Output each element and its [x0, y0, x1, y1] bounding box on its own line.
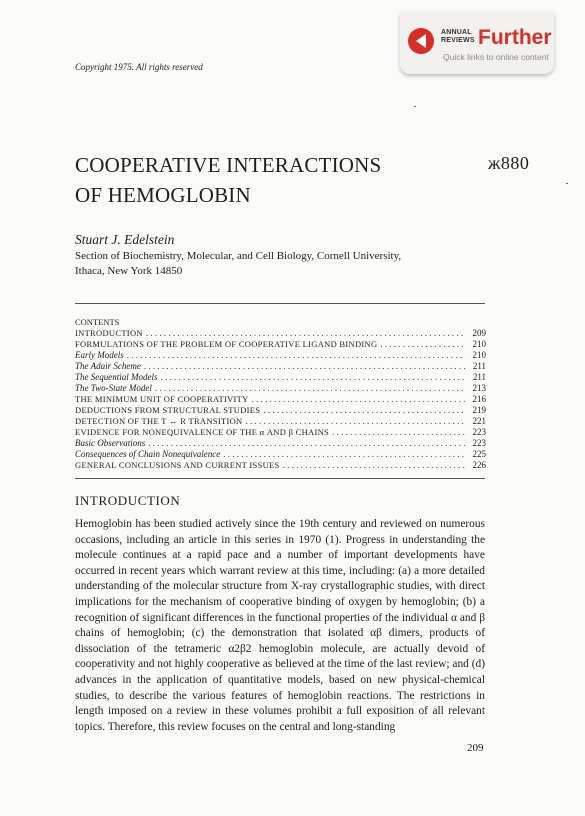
divider-bottom [75, 478, 485, 479]
toc-entry [75, 361, 486, 372]
page-number: 209 [467, 742, 484, 754]
scan-speck [566, 183, 568, 184]
copyright-notice: Copyright 1975. All rights reserved [75, 62, 203, 72]
toc-entry-page: 211 [472, 372, 486, 382]
toc-leader-dots [245, 416, 465, 427]
toc-leader-dots [263, 405, 465, 416]
toc-leader-dots [283, 460, 465, 471]
toc-entry [75, 394, 486, 405]
further-title: Further [478, 26, 552, 49]
toc-entry-page: 211 [472, 361, 486, 371]
toc-leader-dots [252, 394, 465, 405]
toc-entry-title: THE MINIMUM UNIT OF COOPERATIVITY [75, 394, 249, 404]
toc-entry-title: DEDUCTIONS FROM STRUCTURAL STUDIES [75, 405, 261, 415]
toc-leader-dots [155, 383, 465, 394]
author-name: Stuart J. Edelstein [75, 232, 175, 247]
toc-entry [75, 383, 486, 394]
toc-entry-title: INTRODUCTION [75, 328, 143, 338]
toc-leader-dots [148, 438, 465, 449]
affiliation-line-1: Section of Biochemistry, Molecular, and Cell Biology, Cornell University, [75, 250, 402, 262]
toc-leader-dots [144, 361, 465, 372]
toc-entry-page: 225 [472, 449, 486, 459]
article-title [75, 150, 381, 210]
toc-leader-dots [332, 427, 465, 438]
toc-entry-page: 210 [472, 339, 486, 349]
divider-top [75, 303, 485, 304]
title-line-1: COOPERATIVE INTERACTIONS [75, 153, 382, 177]
toc-entry-page: 223 [472, 438, 486, 448]
table-of-contents [75, 328, 486, 471]
toc-entry [75, 449, 486, 460]
toc-entry [75, 416, 486, 427]
toc-entry-page: 226 [472, 460, 486, 470]
body-paragraph: Hemoglobin has been studied actively since the 19th century and reviewed on numerous occasions, including an article in this series in 1970 (1). Progress in understanding the molecule continues at a rapid pace and a number of important developments have occurred in recent years which warrant review at this time, including: (a) a more detailed understanding of the molecular structure from X-ray crystallographic studies, with direct implications for the mechanism of cooperative binding of oxygen by hemoglobin; (b) a recognition of significant differences in the functional properties of the individual α and β chains of hemoglobin; (c) the demonstration that isolated αβ dimers, products of dissociation of the tetrameric α2β2 hemoglobin molecule, are actually devoid of cooperativity and not highly cooperative as believed at the time of the last review; and (d) advances in the application of quantitative models, based on new physical-chemical studies, to describe the various features of hemoglobin reactions. The restrictions in length imposed on a review in these volumes prohibit a full exposition of all relevant topics. Therefore, this review focuses on the central and long-standing [75, 518, 485, 733]
section-heading: INTRODUCTION [75, 493, 181, 508]
toc-entry-page: 209 [472, 328, 486, 338]
publisher-label: ANNUAL REVIEWS [441, 29, 475, 44]
toc-entry-title: FORMULATIONS OF THE PROBLEM OF COOPERATIVE LIGAND BINDING [75, 339, 378, 349]
contents-heading: CONTENTS [75, 317, 120, 327]
title-line-2: OF HEMOGLOBIN [75, 183, 251, 207]
further-badge[interactable] [400, 12, 554, 74]
toc-entry-title: The Adair Scheme [75, 361, 141, 371]
scan-speck [414, 106, 416, 107]
toc-leader-dots [127, 350, 465, 361]
toc-leader-dots [161, 372, 466, 383]
toc-entry [75, 328, 486, 339]
toc-entry-title: The Two-State Model [75, 383, 152, 393]
toc-entry-title: Consequences of Chain Nonequivalence [75, 449, 221, 459]
quick-links-label: Quick links to online content [443, 52, 549, 62]
toc-entry-title: DETECTION OF THE T ↔ R TRANSITION [75, 416, 243, 426]
toc-leader-dots [223, 449, 465, 460]
toc-entry [75, 350, 486, 361]
toc-leader-dots [380, 339, 465, 350]
toc-entry [75, 405, 486, 416]
toc-entry-page: 216 [472, 394, 486, 404]
toc-entry-title: The Sequential Models [75, 372, 158, 382]
affiliation-line-2: Ithaca, New York 14850 [75, 265, 183, 277]
toc-entry-page: 213 [472, 383, 486, 393]
toc-entry-title: Early Models [75, 350, 124, 360]
toc-entry-title: Basic Observations [75, 438, 146, 448]
toc-entry-title: GENERAL CONCLUSIONS AND CURRENT ISSUES [75, 460, 280, 470]
toc-entry [75, 460, 486, 471]
toc-entry [75, 427, 486, 438]
toc-entry [75, 339, 486, 350]
toc-entry [75, 372, 486, 383]
toc-entry-page: 219 [472, 405, 486, 415]
toc-entry-page: 223 [472, 427, 486, 437]
toc-entry [75, 438, 486, 449]
toc-entry-page: 210 [472, 350, 486, 360]
toc-entry-title: EVIDENCE FOR NONEQUIVALENCE OF THE α AND β CHAINS [75, 427, 330, 437]
toc-leader-dots [146, 328, 465, 339]
play-arrow-icon [408, 28, 434, 54]
article-code: ж880 [488, 153, 530, 173]
author-affiliation [75, 249, 401, 279]
toc-entry-page: 221 [472, 416, 486, 426]
